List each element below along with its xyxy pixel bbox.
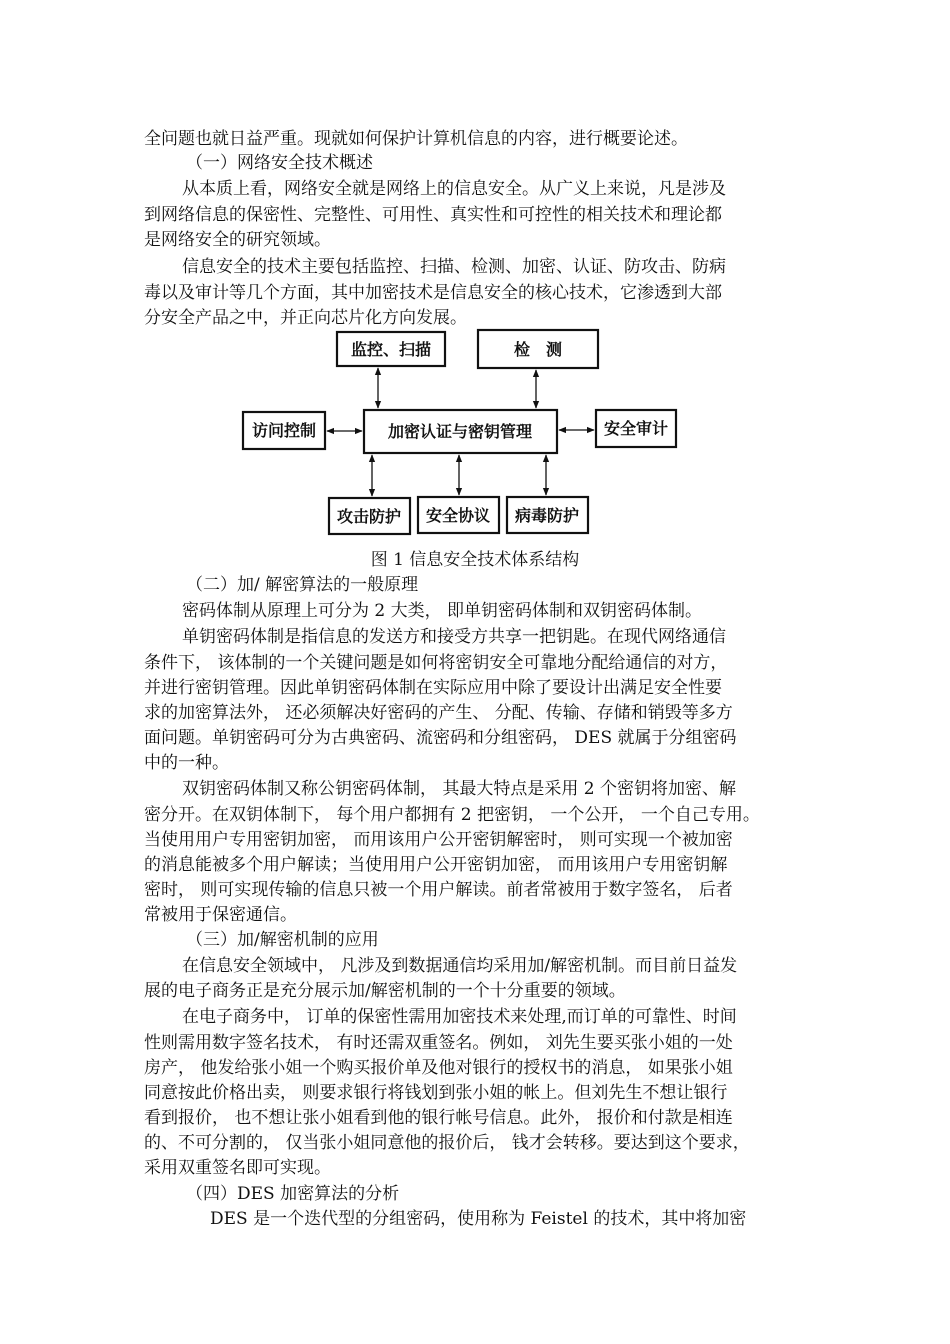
text-line: 中的一种。	[144, 753, 229, 773]
section-heading-1: （一）网络安全技术概述	[186, 153, 373, 173]
text-line: 当使用用户专用密钥加密， 而用该用户公开密钥解密时， 则可实现一个被加密	[144, 830, 733, 850]
text-line: 常被用于保密通信。	[144, 905, 297, 925]
label-security-audit: 安全审计	[603, 419, 669, 438]
text-line: 并进行密钥管理。因此单钥密码体制在实际应用中除了要设计出满足安全性要	[144, 678, 722, 698]
text-line: 条件下， 该体制的一个关键问题是如何将密钥安全可靠地分配给通信的对方，	[144, 653, 728, 673]
label-crypto-center: 加密认证与密钥管理	[387, 422, 533, 441]
text-line: 的消息能被多个用户解读；当使用用户公开密钥加密， 而用该用户专用密钥解	[144, 855, 728, 875]
text-line: 分安全产品之中，并正向芯片化方向发展。	[144, 308, 467, 328]
label-detect: 检 测	[513, 340, 563, 359]
text-line: 性则需用数字签名技术， 有时还需双重签名。例如， 刘先生要买张小姐的一处	[144, 1033, 733, 1053]
text-line: 面问题。单钥密码可分为古典密码、流密码和分组密码， DES 就属于分组密码	[144, 728, 737, 748]
label-access-control: 访问控制	[251, 421, 317, 440]
text-line: 全问题也就日益严重。现就如何保护计算机信息的内容，进行概要论述。	[144, 129, 688, 149]
text-line: 密时， 则可实现传输的信息只被一个用户解读。前者常被用于数字签名， 后者	[144, 880, 733, 900]
text-line: 从本质上看，网络安全就是网络上的信息安全。从广义上来说，凡是涉及	[182, 179, 726, 199]
text-line: 采用双重签名即可实现。	[144, 1158, 331, 1178]
section-heading-3: （三）加/解密机制的应用	[186, 930, 379, 950]
text-line: 的、不可分割的， 仅当张小姐同意他的报价后， 钱才会转移。要达到这个要求，	[144, 1133, 750, 1153]
text-line: 密分开。在双钥体制下， 每个用户都拥有 2 把密钥， 一个公开， 一个自己专用。	[144, 805, 760, 825]
figure-caption: 图 1 信息安全技术体系结构	[370, 550, 580, 570]
text-line: 房产， 他发给张小姐一个购买报价单及他对银行的授权书的消息， 如果张小姐	[144, 1058, 733, 1078]
text-line: 单钥密码体制是指信息的发送方和接受方共享一把钥匙。在现代网络通信	[182, 627, 726, 647]
text-line: 求的加密算法外， 还必须解决好密码的产生、 分配、传输、存储和销毁等多方	[144, 703, 733, 723]
text-line: 同意按此价格出卖， 则要求银行将钱划到张小姐的帐上。但刘先生不想让银行	[144, 1083, 728, 1103]
section-heading-4: （四）DES 加密算法的分析	[186, 1184, 400, 1204]
section-heading-2: （二）加/ 解密算法的一般原理	[186, 575, 419, 595]
label-attack-protection: 攻击防护	[336, 507, 402, 526]
text-line: 是网络安全的研究领域。	[144, 230, 331, 250]
text-line: 展的电子商务正是充分展示加/解密机制的一个十分重要的领域。	[144, 981, 626, 1001]
text-line: 信息安全的技术主要包括监控、扫描、检测、加密、认证、防攻击、防病	[182, 257, 726, 277]
text-line: 双钥密码体制又称公钥密码体制， 其最大特点是采用 2 个密钥将加密、解	[182, 779, 737, 799]
text-line: 在信息安全领域中， 凡涉及到数据通信均采用加/解密机制。而目前日益发	[182, 956, 738, 976]
label-monitor-scan: 监控、扫描	[350, 340, 432, 359]
text-line: 看到报价， 也不想让张小姐看到他的银行帐号信息。此外， 报价和付款是相连	[144, 1108, 733, 1128]
text-line: 毒以及审计等几个方面，其中加密技术是信息安全的核心技术，它渗透到大部	[144, 283, 722, 303]
label-virus-protection: 病毒防护	[514, 506, 580, 525]
text-line: 在电子商务中， 订单的保密性需用加密技术来处理,而订单的可靠性、时间	[182, 1007, 737, 1027]
text-line: DES 是一个迭代型的分组密码，使用称为 Feistel 的技术，其中将加密	[210, 1209, 747, 1229]
label-security-protocol: 安全协议	[425, 506, 491, 525]
security-architecture-diagram	[230, 326, 690, 542]
text-line: 到网络信息的保密性、完整性、可用性、真实性和可控性的相关技术和理论都	[144, 205, 722, 225]
text-line: 密码体制从原理上可分为 2 大类， 即单钥密码体制和双钥密码体制。	[182, 601, 703, 621]
